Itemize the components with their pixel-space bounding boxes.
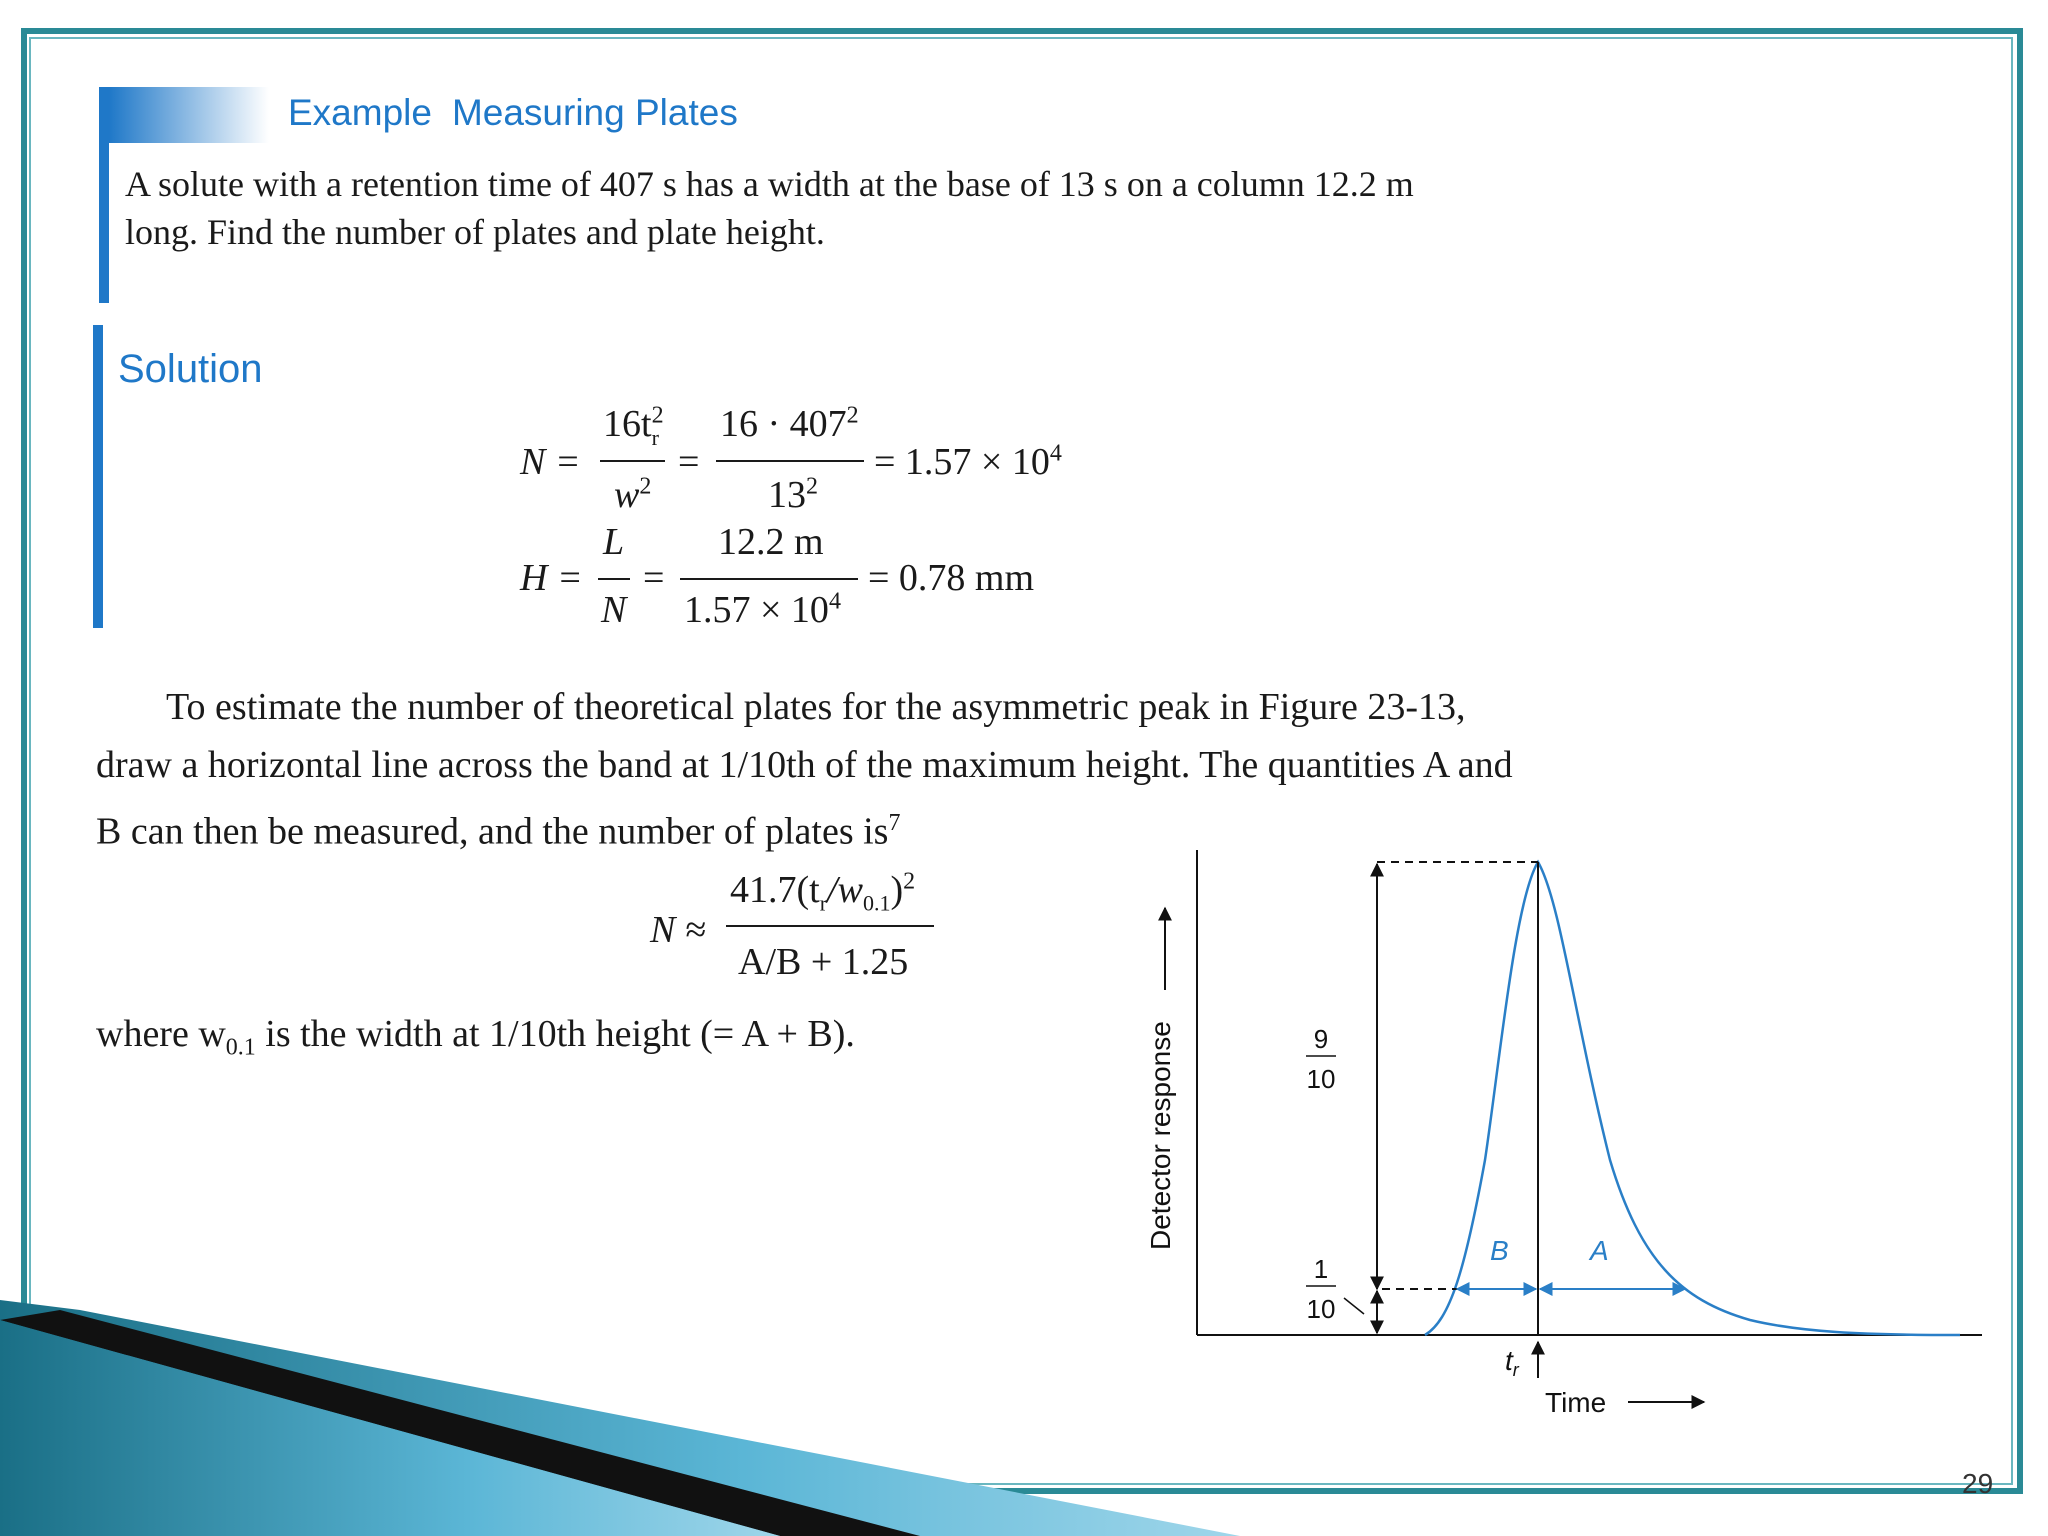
- frac-1-10-pointer: [1344, 1298, 1364, 1314]
- eq1-frac2-denominator: $13^2$: [768, 473, 818, 516]
- para-line-1: To estimate the number of theoretical plates for the asymmetric peak in Figure 23-13,: [166, 686, 1466, 728]
- eq2-frac2-denominator: $1.57 \times 10^4$: [684, 588, 841, 631]
- para-line-2: draw a horizontal line across the band at 1/10th of the maximum height. The quantities A and: [96, 744, 1513, 786]
- eq2-frac1-numerator: L: [603, 521, 625, 563]
- eq1-lhs: N =: [520, 441, 581, 483]
- frac-1-10-num: 1: [1313, 1254, 1329, 1284]
- eq1-result: = $1.57 \times 10^4$: [874, 440, 1062, 483]
- chromatogram-figure: [1120, 840, 2000, 1420]
- eq3-frac-bar: [726, 925, 934, 927]
- example-gradient: [109, 87, 269, 143]
- eq1-frac2-bar: [716, 460, 864, 462]
- example-heading: [288, 92, 738, 134]
- eq3-lhs: N ≈: [650, 909, 706, 951]
- eq2-result: = 0.78 mm: [868, 557, 1035, 599]
- frac-1-10-den: 10: [1306, 1294, 1336, 1324]
- eq2-frac1-bar: [598, 578, 630, 580]
- y-axis-label: Detector response: [1145, 1021, 1176, 1250]
- problem-line-1: A solute with a retention time of 407 s has a width at the base of 13 s on a column 12.2 m: [125, 164, 1414, 204]
- label-A: A: [1590, 1235, 1609, 1266]
- example-label: Example: [288, 92, 432, 133]
- eq3-numerator: $41.7(t_r/w_{0.1})^2$: [730, 868, 916, 916]
- problem-line-2: long. Find the number of plates and plate height.: [125, 212, 825, 252]
- example-accent-bar: [99, 87, 109, 303]
- example-title: Measuring Plates: [451, 92, 738, 133]
- eq1-frac1-numerator: $16t^2_r$: [603, 402, 664, 450]
- frac-9-10-den: 10: [1306, 1064, 1336, 1094]
- explanation-paragraph: [96, 678, 1526, 861]
- slide-number: 29: [1962, 1468, 1994, 1499]
- frac-9-10-num: 9: [1313, 1024, 1329, 1054]
- eq2-lhs: H =: [520, 557, 583, 599]
- para-line-3: B can then be measured, and the number of plates $is^7$: [96, 810, 901, 853]
- decorative-corner-wedge: [0, 1280, 1240, 1536]
- label-B: B: [1490, 1235, 1509, 1266]
- eq1-frac1-bar: [600, 460, 665, 462]
- eq2-equals: =: [643, 557, 665, 599]
- where-clause: where $w_{0.1}$ is the width at 1/10th height (= A + B).: [96, 1013, 855, 1061]
- tr-label: $t_r$: [1505, 1345, 1519, 1380]
- eq2-frac2-bar: [680, 578, 858, 580]
- eq2-frac2-numerator: 12.2 m: [718, 521, 824, 563]
- solution-accent-bar: [93, 325, 103, 628]
- eq3-denominator: A/B + 1.25: [738, 941, 909, 983]
- solution-heading: Solution: [118, 347, 263, 391]
- eq1-frac1-denominator: $w^2$: [614, 473, 652, 516]
- eq1-frac2-numerator: $16 \cdot 407^2$: [720, 402, 859, 445]
- problem-statement: [125, 160, 1575, 256]
- eq2-frac1-denominator: N: [601, 589, 627, 631]
- x-axis-label: Time: [1545, 1387, 1607, 1418]
- eq1-equals: =: [678, 441, 700, 483]
